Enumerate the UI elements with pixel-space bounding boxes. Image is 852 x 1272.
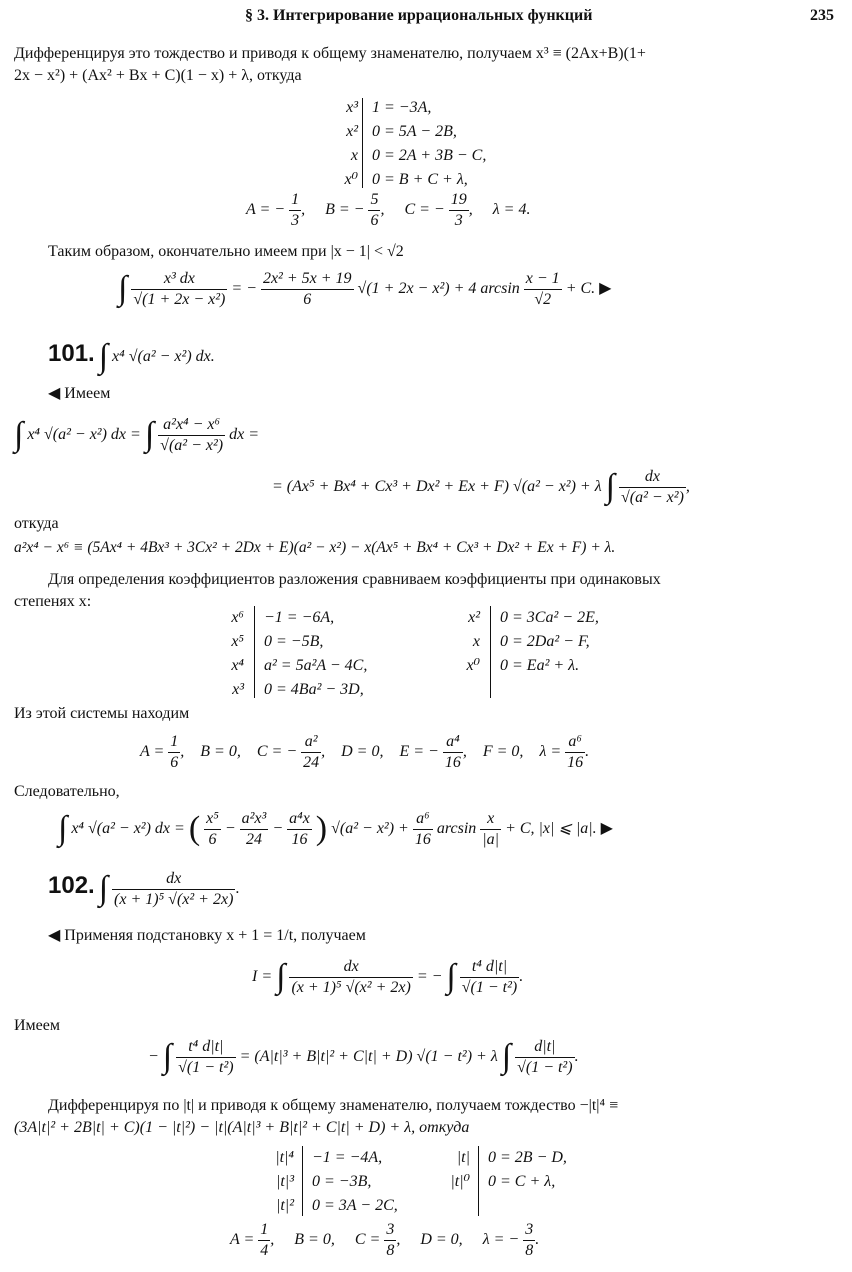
sys-power: x⁵ xyxy=(231,633,244,650)
sys-power: x³ xyxy=(232,681,244,698)
frac-num: 5 xyxy=(368,190,380,211)
frac-den: 6 xyxy=(208,830,217,848)
frac-num: 19 xyxy=(449,190,469,211)
frac-den: 24 xyxy=(245,830,262,848)
frac-den: √(a² − x²) xyxy=(160,436,224,454)
problem-integral: x⁴ √(a² − x²) dx. xyxy=(112,347,215,365)
h-frac xyxy=(176,1037,235,1078)
I-frac-2 xyxy=(460,957,519,998)
frac-den: √(1 − t²) xyxy=(517,1058,573,1076)
integral-sign: ∫ xyxy=(98,338,109,375)
system1-power: x³ xyxy=(346,99,358,116)
frac-den: (x + 1)⁵ √(x² + 2x) xyxy=(114,890,234,908)
sys102-left-divider xyxy=(302,1146,303,1216)
sol-label: λ = − xyxy=(482,1231,520,1249)
frac-num: d|t| xyxy=(515,1037,574,1058)
sol-frac xyxy=(565,732,585,773)
integral-sign: ∫ xyxy=(58,810,68,847)
sol-label: λ = xyxy=(539,743,562,761)
result1-coef-frac xyxy=(261,269,354,310)
integral-sign: ∫ xyxy=(98,870,109,907)
sol1-A-label: A = − xyxy=(246,201,286,219)
find-line: Из этой системы находим xyxy=(14,705,190,722)
result1-mid: √(1 + 2x − x²) + 4 arcsin xyxy=(357,279,520,297)
sol-label: F = 0, xyxy=(482,743,524,761)
problem-number: 102. xyxy=(48,871,95,899)
frac-den: 3 xyxy=(454,212,463,229)
I-lhs: I = xyxy=(252,967,273,985)
sys-equation: 0 = −3B, xyxy=(312,1173,372,1190)
frac-den: √(1 + 2x − x²) xyxy=(133,290,226,308)
frac-den: 3 xyxy=(291,212,300,229)
sys-equation: 0 = −5B, xyxy=(264,633,324,650)
integral-sign: ∫ xyxy=(118,270,128,307)
frac-num: dx xyxy=(619,467,686,488)
res-lhs: x⁴ √(a² − x²) dx = xyxy=(71,819,185,837)
result1-arcsin-frac xyxy=(524,269,562,310)
diff-line-2: (3A|t|² + 2B|t| + C)(1 − |t|²) − |t|(A|t|³ + B|t|² + C|t| + D) + λ, откуда xyxy=(14,1119,470,1136)
result1-tail: + C. ▶ xyxy=(565,279,612,297)
sol-frac xyxy=(258,1220,270,1261)
sys-equation: −1 = −4A, xyxy=(312,1149,383,1166)
sys-equation: 0 = Ea² + λ. xyxy=(500,657,580,674)
system1-power: x² xyxy=(346,123,358,140)
sys-power: x² xyxy=(468,609,480,626)
close-paren: ) xyxy=(315,810,328,847)
sys-equation: 0 = 2B − D, xyxy=(488,1149,567,1166)
sys101-right-equations xyxy=(500,606,599,678)
frac-den: √2 xyxy=(534,290,552,308)
sys101-left-divider xyxy=(254,606,255,698)
sol-label: C = xyxy=(354,1231,381,1249)
sol-frac xyxy=(523,1220,535,1261)
system1-divider xyxy=(362,98,363,188)
sol1-A-frac xyxy=(289,190,301,231)
sys-equation: 0 = 2Da² − F, xyxy=(500,633,590,650)
system1-equation: 0 = 5A − 2B, xyxy=(372,123,457,140)
sol-label: E = − xyxy=(399,743,439,761)
frac-num: 3 xyxy=(384,1220,396,1241)
intro-line-1: Дифференцируя это тождество и приводя к общему знаменателю, получаем x³ ≡ (2Ax+B)(1+ xyxy=(14,45,646,62)
sys101-left-powers xyxy=(216,606,244,702)
sys-power: x⁰ xyxy=(466,657,480,674)
problem-102-heading: 102. ∫ $\frac{dx}{\text{(x + 1)⁵ √(x² + 2x)}}$ . xyxy=(48,869,240,908)
sys101-right-divider xyxy=(490,606,491,698)
frac-num: x xyxy=(480,809,501,830)
I-eq: = − xyxy=(416,967,443,985)
system1-powers xyxy=(330,96,358,192)
sol1-B-label: B = − xyxy=(325,201,365,219)
sol-label: A = xyxy=(230,1231,255,1249)
integral-sign: ∫ xyxy=(144,416,155,453)
compare-line-2: степенях x: xyxy=(14,593,92,610)
hence-line: Следовательно, xyxy=(14,783,120,800)
h-formula: − ∫ $\frac{\text{t⁴ d|t|}}{\text{√(1 − t²)}}$ = (A|t|³ + B|t|² + C|t| + D) √(1 − t²) + λ ∫ $\frac{d|t|}{\text{√(1 − t²)}}$ . xyxy=(148,1037,579,1076)
sys-power: x xyxy=(472,633,480,650)
integral-sign: ∫ xyxy=(162,1038,173,1075)
sol-label: B = 0, xyxy=(294,1231,335,1249)
sol1-C-label: C = − xyxy=(404,201,445,219)
frac-den: 8 xyxy=(525,1242,534,1259)
sol-frac xyxy=(384,1220,396,1261)
sys-equation: 0 = 3Ca² − 2E, xyxy=(500,609,599,626)
frac-den: 6 xyxy=(370,212,379,229)
frac-num: dx xyxy=(112,869,235,890)
sys-power: |t| xyxy=(456,1149,470,1166)
integral-sign: ∫ xyxy=(605,468,615,505)
sys102-left-equations xyxy=(312,1146,398,1218)
h-mid: = (A|t|³ + B|t|² + C|t| + D) √(1 − t²) + λ xyxy=(239,1047,498,1065)
system1-power: x⁰ xyxy=(344,171,358,188)
sol-frac xyxy=(168,732,180,773)
result1-formula xyxy=(118,268,611,311)
frac-num: 1 xyxy=(258,1220,270,1241)
sys-power: |t|⁴ xyxy=(275,1149,294,1166)
intro-line-2: 2x − x²) + (Ax² + Bx + C)(1 − x) + λ, откуда xyxy=(14,67,302,84)
h-frac-2 xyxy=(515,1037,574,1078)
section-title: § 3. Интегрирование иррациональных функций xyxy=(245,7,593,24)
sys-power: |t|³ xyxy=(275,1173,294,1190)
res-frac xyxy=(287,809,312,850)
result1-eq: = − xyxy=(231,279,257,297)
integral-sign: ∫ xyxy=(14,416,24,453)
frac-num: 1 xyxy=(289,190,301,211)
thus-line: Таким образом, окончательно имеем при |x − 1| < √2 xyxy=(48,243,404,260)
p101-line1 xyxy=(14,414,259,457)
subst-line: ◀ Применяя подстановку x + 1 = 1/t, получаем xyxy=(48,927,366,944)
frac-num: a²x⁴ − x⁶ xyxy=(158,415,225,436)
sys-equation: a² = 5a²A − 4C, xyxy=(264,657,368,674)
problem-102-frac xyxy=(112,869,235,910)
sys101-left-equations xyxy=(264,606,367,702)
compare-line-1: Для определения коэффициентов разложения сравниваем коэффициенты при одинаковых xyxy=(48,571,661,588)
frac-num: a²x³ xyxy=(240,809,269,830)
res-frac xyxy=(413,809,433,850)
frac-num: a⁴ xyxy=(443,732,463,753)
open-paren: ( xyxy=(188,810,201,847)
frac-den: √(a² − x²) xyxy=(620,488,684,506)
sys102-right-powers xyxy=(438,1146,470,1194)
frac-num: x − 1 xyxy=(524,269,562,290)
sol102: A = $\frac{1}{4}$ , B = 0, C = $\frac{3}{8}$ , D = 0, λ = − $\frac{3}{8}$ . xyxy=(230,1221,540,1259)
minus-sign: − xyxy=(148,1047,159,1065)
identity-101: a²x⁴ − x⁶ ≡ (5Ax⁴ + 4Bx³ + 3Cx² + 2Dx + E)(a² − x²) − x(Ax⁵ + Bx⁴ + Cx³ + Dx² + Ex + F) + λ. xyxy=(14,539,616,556)
sol101: A = $\frac{1}{6}$ , B = 0, C = − $\frac{\text{a²}}{24}$ , D = 0, E = − $\frac{\text{a⁴}}{16}$ , F = 0, λ = $\frac{\text{a⁶}}{16}$ . xyxy=(140,733,590,771)
frac-den: 8 xyxy=(386,1242,395,1259)
system1-equation: 0 = B + C + λ, xyxy=(372,171,468,188)
frac-den: |a| xyxy=(482,830,500,848)
p101-line2-frac xyxy=(619,467,686,508)
frac-num: a⁶ xyxy=(413,809,433,830)
page-number: 235 xyxy=(810,7,834,24)
sol-label: C = − xyxy=(256,743,298,761)
result101: ∫ x⁴ √(a² − x²) dx = ( $\frac{\text{x⁵}}{6}$ − $\frac{\text{a²x³}}{24}$ − $\frac{\text{a⁴x}}{16}$ ) √(a² − x²) + $\frac{\text{a⁶}}{16}$ arcsin $\frac{x}{|a|}$ + C, |x| ⩽ |a|. ▶ xyxy=(58,809,613,848)
frac-num: 1 xyxy=(168,732,180,753)
system1-equation: 0 = 2A + 3B − C, xyxy=(372,147,487,164)
problem-number: 101. xyxy=(48,339,95,367)
res-frac xyxy=(204,809,221,850)
frac-den: √(1 − t²) xyxy=(461,978,518,996)
frac-den: √(1 − t²) xyxy=(178,1058,234,1076)
sys-power: |t|² xyxy=(275,1197,294,1214)
frac-den: 6 xyxy=(170,754,179,771)
I-formula: I = ∫ $\frac{dx}{\text{(x + 1)⁵ √(x² + 2x)}}$ = − ∫ $\frac{\text{t⁴ d|t|}}{\text{√(1 − t²)}}$ . xyxy=(252,957,524,996)
frac-den: 16 xyxy=(414,830,431,848)
problem-101-heading xyxy=(48,336,215,379)
sys101-right-powers xyxy=(452,606,480,678)
p101-line1-frac xyxy=(158,415,225,456)
frac-den: 4 xyxy=(260,1242,269,1259)
frac-num: x³ dx xyxy=(131,269,227,290)
sol1-C-frac xyxy=(449,190,469,231)
have-101: ◀ Имеем xyxy=(48,385,111,402)
frac-num: a⁴x xyxy=(287,809,312,830)
have-102: Имеем xyxy=(14,1017,61,1034)
system1-equations xyxy=(372,96,486,192)
res-mid: √(a² − x²) + xyxy=(331,819,409,837)
sys-equation: 0 = 4Ba² − 3D, xyxy=(264,681,364,698)
frac-num: 3 xyxy=(523,1220,535,1241)
frac-den: 6 xyxy=(303,290,312,308)
frac-den: (x + 1)⁵ √(x² + 2x) xyxy=(291,978,411,996)
frac-num: a² xyxy=(301,732,321,753)
diff-line-1: Дифференцируя по |t| и приводя к общему знаменателю, получаем тождество −|t|⁴ ≡ xyxy=(48,1097,619,1114)
frac-den: 16 xyxy=(444,754,461,771)
sys-equation: −1 = −6A, xyxy=(264,609,335,626)
sol1-B-frac xyxy=(368,190,380,231)
sys-equation: 0 = C + λ, xyxy=(488,1173,556,1190)
sol-label: B = 0, xyxy=(200,743,241,761)
res-tail: + C, |x| ⩽ |a|. ▶ xyxy=(505,819,613,837)
frac-num: 2x² + 5x + 19 xyxy=(261,269,354,290)
frac-num: dx xyxy=(289,957,412,978)
sys102-right-divider xyxy=(478,1146,479,1216)
otkuda-101: откуда xyxy=(14,515,59,532)
integral-sign: ∫ xyxy=(501,1038,512,1075)
frac-num: t⁴ d|t| xyxy=(176,1037,235,1058)
p101-line1-lhs: x⁴ √(a² − x²) dx = xyxy=(27,425,141,443)
frac-num: t⁴ d|t| xyxy=(460,957,519,978)
solution1: A = − $\frac{1}{3}$ , B = − $\frac{5}{6}$ , C = − $\frac{19}{3}$ , λ = 4. xyxy=(246,191,531,229)
frac-num: a⁶ xyxy=(565,732,585,753)
sol-label: D = 0, xyxy=(341,743,384,761)
frac-den: 16 xyxy=(567,754,584,771)
frac-den: 16 xyxy=(291,830,308,848)
frac-den: 24 xyxy=(303,754,320,771)
frac-num: x⁵ xyxy=(204,809,221,830)
result1-lhs-frac xyxy=(131,269,227,310)
p101-line1-tail: dx = xyxy=(229,425,259,443)
integral-sign: ∫ xyxy=(276,958,286,995)
res-frac xyxy=(240,809,269,850)
sys-power: x⁴ xyxy=(231,657,244,674)
sol-label: D = 0, xyxy=(420,1231,463,1249)
sol-frac xyxy=(301,732,321,773)
sol1-lambda: λ = 4. xyxy=(492,201,531,219)
sys-equation: 0 = 3A − 2C, xyxy=(312,1197,398,1214)
sys-power: |t|⁰ xyxy=(450,1173,470,1190)
p101-line2: = (Ax⁵ + Bx⁴ + Cx³ + Dx² + Ex + F) √(a² − x²) + λ ∫ $\frac{dx}{\text{√(a² − x²)}}$ , xyxy=(272,467,690,506)
res-frac xyxy=(480,809,501,850)
sys102-left-powers xyxy=(262,1146,294,1218)
integral-sign: ∫ xyxy=(446,958,456,995)
sys-power: x⁶ xyxy=(231,609,244,626)
sys102-right-equations xyxy=(488,1146,567,1194)
system1-equation: 1 = −3A, xyxy=(372,99,432,116)
res-arcsin: arcsin xyxy=(436,819,477,837)
p101-line2-text: = (Ax⁵ + Bx⁴ + Cx³ + Dx² + Ex + F) √(a² − x²) + λ xyxy=(272,477,602,495)
sol-label: A = xyxy=(140,743,165,761)
sol-frac xyxy=(443,732,463,773)
I-frac xyxy=(289,957,412,998)
system1-power: x xyxy=(350,147,358,164)
